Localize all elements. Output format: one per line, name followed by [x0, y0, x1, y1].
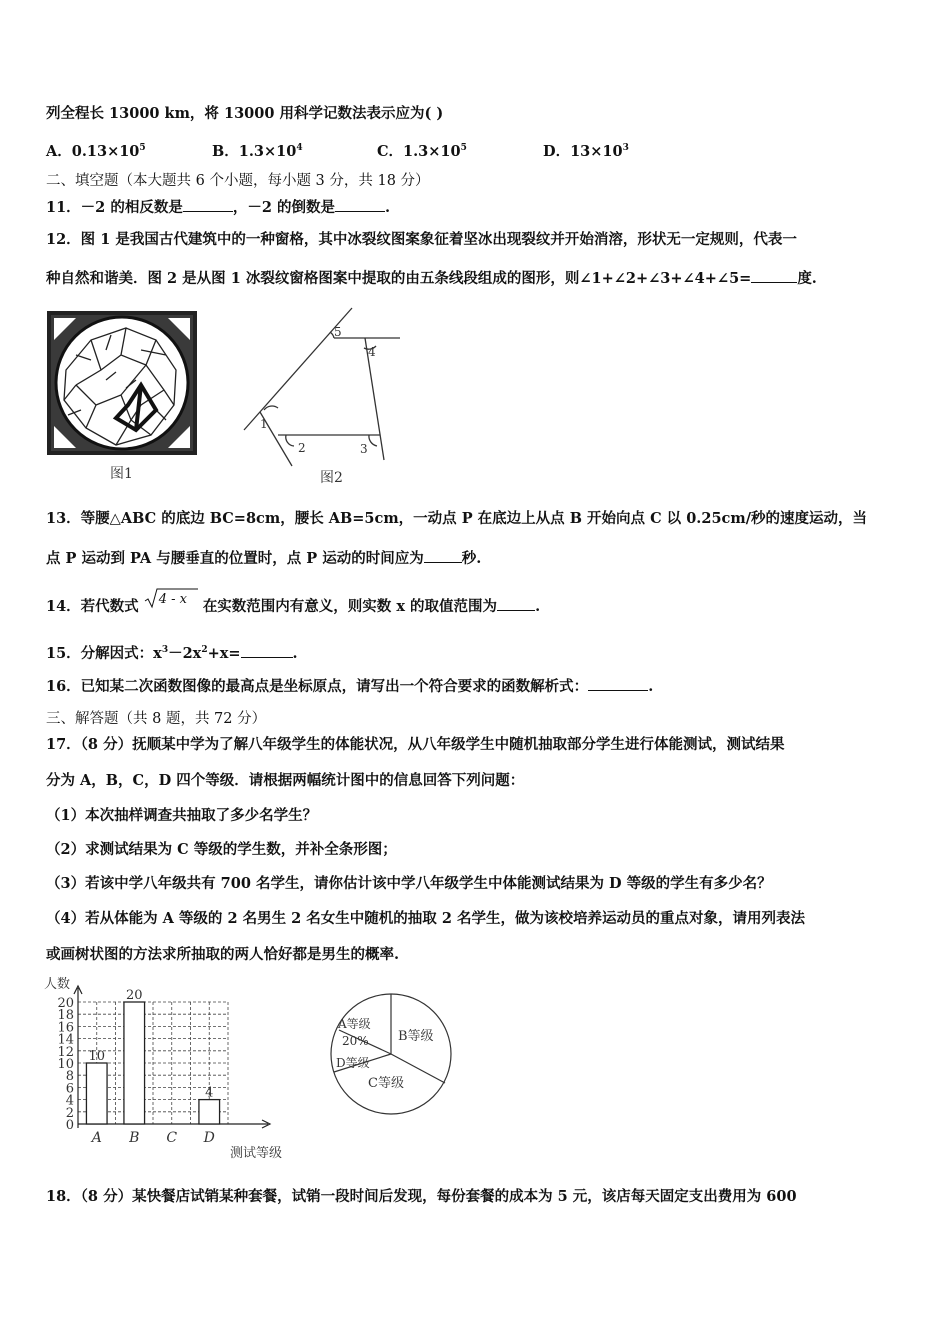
data-label-D: 4	[205, 1085, 214, 1101]
pie-slice-d-label: D等级	[336, 1056, 370, 1070]
q13-line2: 点 P 运动到 PA 与腰垂直的位置时，点 P 运动的时间应为 秒.	[46, 550, 482, 567]
bar-chart-xlabel: 测试等级	[230, 1146, 283, 1161]
pie-slice-a-label: A等级	[338, 1017, 371, 1031]
y-tick-label-6: 6	[65, 1081, 74, 1097]
angle-1-label: 1	[260, 417, 268, 431]
q17-part1: （1）本次抽样调查共抽取了多少名学生？	[46, 807, 318, 824]
q16: 16．已知某二次函数图像的最高点是坐标原点，请写出一个符合要求的函数解析式： .	[46, 678, 654, 695]
y-tick-label-4: 4	[65, 1093, 74, 1109]
bar-D	[199, 1100, 220, 1124]
angle-5-label: 5	[334, 325, 342, 339]
pie-chart	[328, 990, 458, 1120]
figure-1-ice-crack-window	[46, 310, 201, 490]
y-tick-label-20: 20	[57, 996, 74, 1011]
pie-slice-c-label: C等级	[368, 1076, 404, 1091]
y-tick-label-2: 2	[65, 1105, 74, 1121]
y-tick-label-16: 16	[57, 1020, 74, 1036]
data-label-A: 10	[88, 1049, 106, 1064]
pie-slice-b-label: B等级	[398, 1029, 434, 1044]
y-tick-label-18: 18	[57, 1008, 74, 1024]
q17-part4-line1: （4）若从体能为 A 等级的 2 名男生 2 名女生中随机的抽取 2 名学生，做为该校培养运动员的重点对象，请用列表法	[46, 910, 805, 927]
y-tick-label-8: 8	[65, 1069, 74, 1085]
q10-option-c: C．$1.3\times 10^5$	[377, 143, 467, 160]
q12-line2: 种自然和谐美．图 2 是从图 1 冰裂纹窗格图案中提取的由五条线段组成的图形，则∠1+∠2+∠3+∠4+∠5= 度.	[46, 270, 817, 287]
q13-line1: 13．等腰△ABC 的底边 BC=8cm，腰长 AB=5cm，一动点 P 在底边上从点 B 开始向点 C 以 0.25cm/秒的速度运动，当	[46, 510, 867, 527]
y-tick-label-10: 10	[57, 1057, 74, 1072]
bar-chart-ylabel: 人数	[44, 977, 71, 992]
x-tick-label-C: C	[166, 1130, 178, 1146]
q10-option-b: B．$1.3\times 10^4$	[212, 143, 303, 160]
bar-chart	[40, 972, 310, 1167]
q15: 15．分解因式：$x^3-2x^2+x=$ .	[46, 645, 298, 662]
x-tick-label-D: D	[203, 1130, 215, 1146]
sqrt-expression: 4 - x	[144, 593, 198, 613]
q17-line1: 17．（8 分）抚顺某中学为了解八年级学生的体能状况，从八年级学生中随机抽取部分学生进行体能测试，测试结果	[46, 736, 785, 753]
y-tick-label-14: 14	[57, 1032, 74, 1048]
figure-2-segments	[238, 300, 418, 490]
bar-B	[124, 1002, 145, 1124]
angle-4-label: 4	[368, 345, 376, 359]
q17-part4-line2: 或画树状图的方法求所抽取的两人恰好都是男生的概率.	[46, 946, 400, 963]
pie-slice-a-percent: 20%	[342, 1034, 369, 1048]
q14: 14．若代数式 4 - x 在实数范围内有意义，则实数 x 的取值范围为 .	[46, 593, 540, 617]
y-tick-label-0: 0	[65, 1118, 74, 1133]
q17-part2: （2）求测试结果为 C 等级的学生数，并补全条形图；	[46, 841, 397, 858]
x-tick-label-A: A	[91, 1130, 102, 1146]
bar-A	[86, 1063, 107, 1124]
section-3-title: 三、解答题（共 8 题，共 72 分）	[46, 711, 267, 727]
angle-3-label: 3	[360, 442, 368, 456]
y-tick-label-12: 12	[57, 1044, 74, 1060]
q10-option-a: A．$0.13\times 10^5$	[46, 143, 146, 160]
angle-2-label: 2	[298, 441, 306, 455]
figure-2-caption: 图2	[320, 470, 343, 486]
q11: 11．－2 的相反数是 ，－2 的倒数是 .	[46, 199, 391, 216]
x-tick-label-B: B	[129, 1130, 140, 1146]
q12-line1: 12．图 1 是我国古代建筑中的一种窗格，其中冰裂纹图案象征着坚冰出现裂纹并开始消溶，形状无一定规则，代表一	[46, 231, 797, 248]
section-2-title: 二、填空题（本大题共 6 个小题，每小题 3 分，共 18 分）	[46, 173, 430, 189]
q10-stem: 列全程长 13000 km，将 13000 用科学记数法表示应为( )	[46, 105, 444, 122]
data-label-B: 20	[125, 988, 143, 1003]
q17-line2: 分为 A，B，C，D 四个等级．请根据两幅统计图中的信息回答下列问题：	[46, 772, 525, 789]
q18-line1: 18．（8 分）某快餐店试销某种套餐，试销一段时间后发现，每份套餐的成本为 5 元，该店每天固定支出费用为 600	[46, 1188, 797, 1205]
q10-option-d: D．$13\times 10^3$	[543, 143, 629, 160]
figure-1-caption: 图1	[110, 466, 133, 482]
q17-part3: （3）若该中学八年级共有 700 名学生，请你估计该中学八年级学生中体能测试结果为 D 等级的学生有多少名？	[46, 875, 772, 892]
